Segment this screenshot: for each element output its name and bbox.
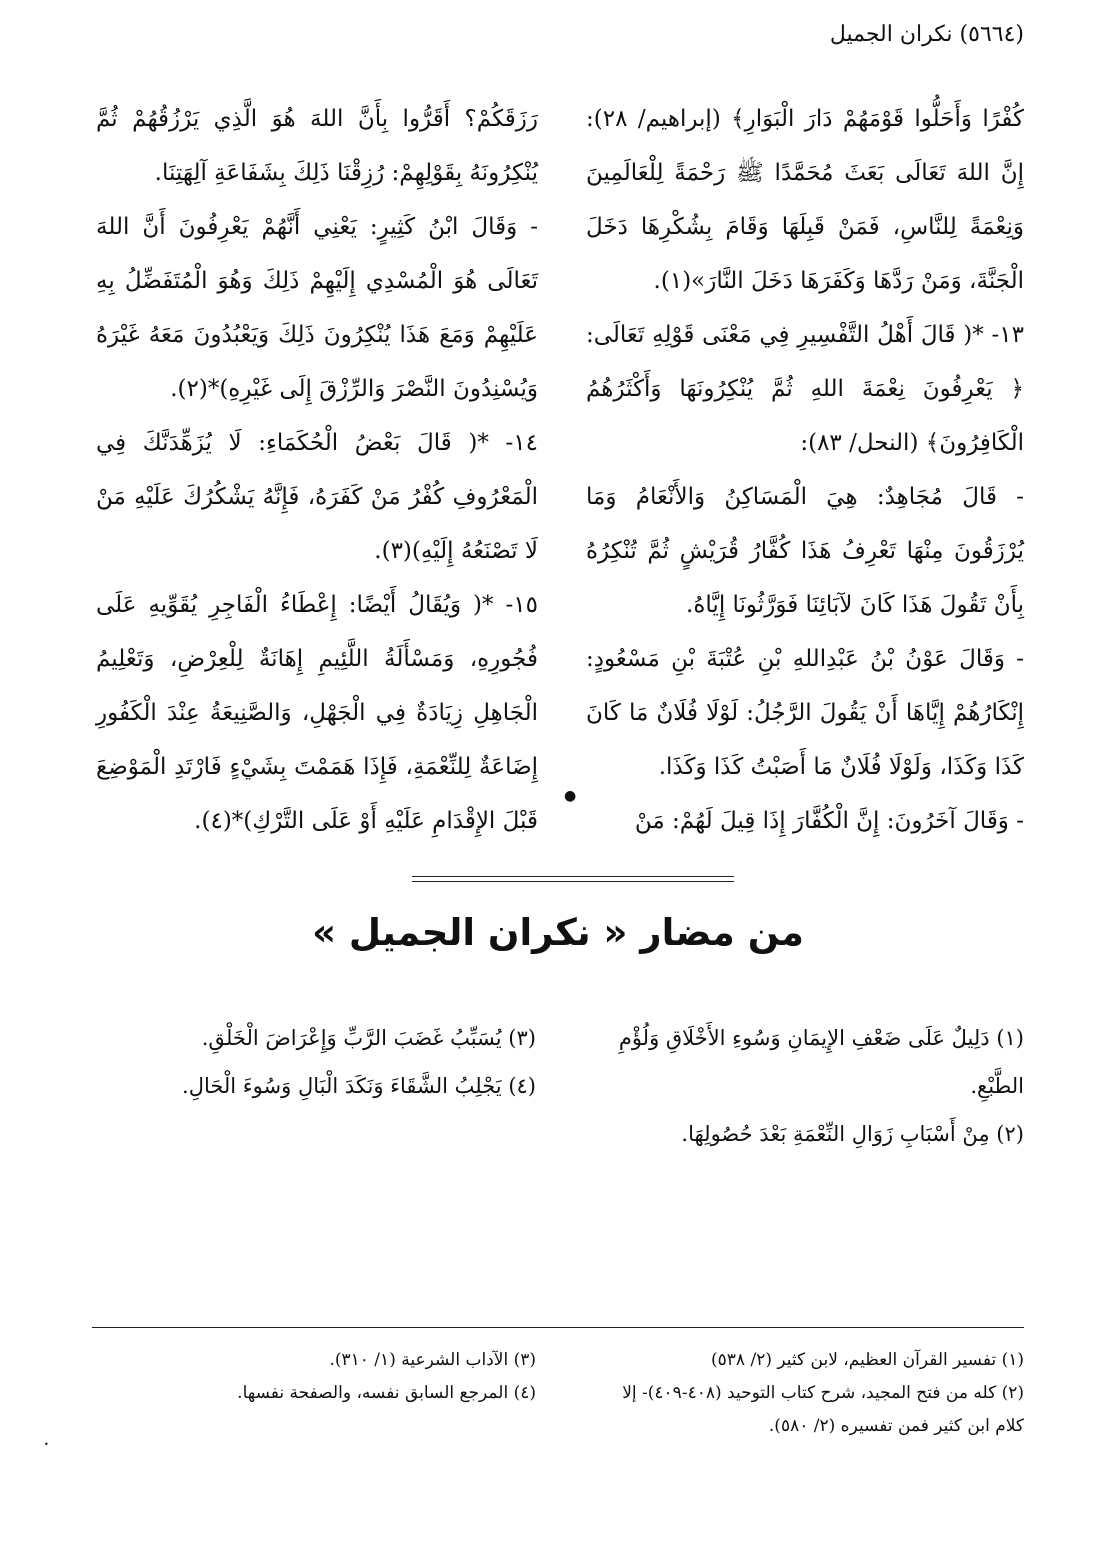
harms-list-right bbox=[584, 1014, 1024, 1158]
left-text-column bbox=[96, 92, 538, 848]
footnote: (١) تفسير القرآن العظيم، لابن كثير (٢/ ٥٣٨) bbox=[711, 1350, 1024, 1370]
bullet-mark: ● bbox=[564, 788, 577, 804]
footnote-rule bbox=[92, 1327, 1024, 1328]
paragraph: رَزَقَكُمْ؟ أَقَرُّوا بِأَنَّ اللهَ هُوَ الَّذِي يَرْزُقُهُمْ ثُمَّ يُنْكِرُونَهُ بِقَوْلِهِمْ: رُزِقْنَا ذَلِكَ بِشَفَاعَةِ آلِهَتِنَا. bbox=[96, 106, 538, 186]
harm-item: (٢) مِنْ أَسْبَابِ زَوَالِ النِّعْمَةِ بَعْدَ حُصُولِهَا. bbox=[681, 1122, 1024, 1146]
page-number: (٥٦٦٤) bbox=[959, 22, 1024, 47]
footnote: (٣) الآداب الشرعية (١/ ٣١٠). bbox=[329, 1350, 536, 1370]
paragraph: ١٥- *( وَيُقَالُ أَيْضًا: إِعْطَاءُ الْفَاجِرِ يُقَوِّيهِ عَلَى فُجُورِهِ، وَمَسْأَلَةُ اللَّئِيمِ إِهَانَةٌ لِلْعِرْضِ، وَتَعْلِيمُ الْجَاهِلِ زِيَادَةٌ فِي الْجَهْلِ، وَالصَّنِيعَةُ عِنْدَ الْكَفُورِ إِضَاعَةٌ لِلنِّعْمَةِ، فَإِذَا هَمَمْتَ بِشَيْءٍ فَارْتَدِ الْمَوْضِعَ قَبْلَ الإِقْدَامِ عَلَيْهِ أَوْ عَلَى التَّرْكِ)*(٤). bbox=[96, 592, 538, 834]
page-header bbox=[830, 22, 1024, 47]
paragraph: - وَقَالَ ابْنُ كَثِيرٍ: يَعْنِي أَنَّهُمْ يَعْرِفُونَ أَنَّ اللهَ تَعَالَى هُوَ الْمُسْدِي إِلَيْهِمْ ذَلِكَ وَهُوَ الْمُتَفَضِّلُ بِهِ عَلَيْهِمْ وَمَعَ هَذَا يُنْكِرُونَ ذَلِكَ وَيَعْبُدُونَ مَعَهُ غَيْرَهُ وَيُسْنِدُونَ النَّصْرَ وَالرِّزْقَ إِلَى غَيْرِهِ)*(٢). bbox=[96, 214, 538, 402]
harm-item: (١) دَلِيلٌ عَلَى ضَعْفِ الإِيمَانِ وَسُوءِ الأَخْلَاقِ وَلُؤْمِ الطَّبْعِ. bbox=[618, 1026, 1024, 1098]
harm-item: (٣) يُسَبِّبُ غَضَبَ الرَّبِّ وَإِعْرَاضَ الْخَلْقِ. bbox=[201, 1026, 536, 1050]
harm-item: (٤) يَجْلِبُ الشَّقَاءَ وَنَكَدَ الْبَالِ وَسُوءَ الْحَالِ. bbox=[182, 1074, 536, 1098]
running-title: نكران الجميل bbox=[829, 22, 953, 47]
paragraph: ١٤- *( قَالَ بَعْضُ الْحُكَمَاءِ: لَا يُزَهِّدَنَّكَ فِي الْمَعْرُوفِ كُفْرُ مَنْ كَفَرَهُ، فَإِنَّهُ يَشْكُرُكَ عَلَيْهِ مَنْ لَا تَصْنَعُهُ إِلَيْهِ)(٣). bbox=[96, 430, 538, 564]
section-divider bbox=[412, 876, 734, 882]
footnote: (٢) كله من فتح المجيد، شرح كتاب التوحيد (٤٠٨-٤٠٩)- إلا كلام ابن كثير فمن تفسيره (٢/ ٥٨٠). bbox=[622, 1383, 1024, 1436]
footnotes-left bbox=[96, 1344, 536, 1410]
paragraph: - قَالَ مُجَاهِدٌ: هِيَ الْمَسَاكِنُ وَالأَنْعَامُ وَمَا يُرْزَقُونَ مِنْهَا تَعْرِفُ هَذَا كُفَّارُ قُرَيْشٍ ثُمَّ تُنْكِرُهُ بِأَنْ تَقُولَ هَذَا كَانَ لآبَائِنَا فَوَرَّثُونَا إِيَّاهُ. bbox=[586, 484, 1024, 618]
scan-speck: • bbox=[44, 1440, 49, 1449]
paragraph: - وَقَالَ عَوْنُ بْنُ عَبْدِاللهِ بْنِ عُتْبَةَ بْنِ مَسْعُودٍ: إِنْكَارُهُمْ إِيَّاهَا أَنْ يَقُولَ الرَّجُلُ: لَوْلَا فُلَانٌ مَا كَانَ كَذَا وَكَذَا، وَلَوْلَا فُلَانٌ مَا أَصَبْتُ كَذَا وَكَذَا. bbox=[586, 646, 1024, 780]
paragraph: ١٣- *( قَالَ أَهْلُ التَّفْسِيرِ فِي مَعْنَى قَوْلِهِ تَعَالَى: ﴿ يَعْرِفُونَ نِعْمَةَ اللهِ ثُمَّ يُنْكِرُونَهَا وَأَكْثَرُهُمُ الْكَافِرُونَ﴾ (النحل/ ٨٣): bbox=[586, 322, 1024, 456]
footnote: (٤) المرجع السابق نفسه، والصفحة نفسها. bbox=[237, 1383, 536, 1403]
footnotes-right bbox=[594, 1344, 1024, 1443]
right-text-column bbox=[586, 92, 1024, 848]
harms-list-left bbox=[96, 1014, 536, 1110]
section-title: من مضار « نكران الجميل » bbox=[312, 911, 804, 954]
paragraph: - وَقَالَ آخَرُونَ: إِنَّ الْكُفَّارَ إِذَا قِيلَ لَهُمْ: مَنْ bbox=[634, 808, 1024, 834]
paragraph: كُفْرًا وَأَحَلُّوا قَوْمَهُمْ دَارَ الْبَوَارِ﴾ (إبراهيم/ ٢٨): إِنَّ اللهَ تَعَالَى بَعَثَ مُحَمَّدًا ﷺ رَحْمَةً لِلْعَالَمِينَ وَنِعْمَةً لِلنَّاسِ، فَمَنْ قَبِلَهَا وَقَامَ بِشُكْرِهَا دَخَلَ الْجَنَّةَ، وَمَنْ رَدَّهَا وَكَفَرَهَا دَخَلَ النَّارَ»(١). bbox=[586, 106, 1024, 294]
